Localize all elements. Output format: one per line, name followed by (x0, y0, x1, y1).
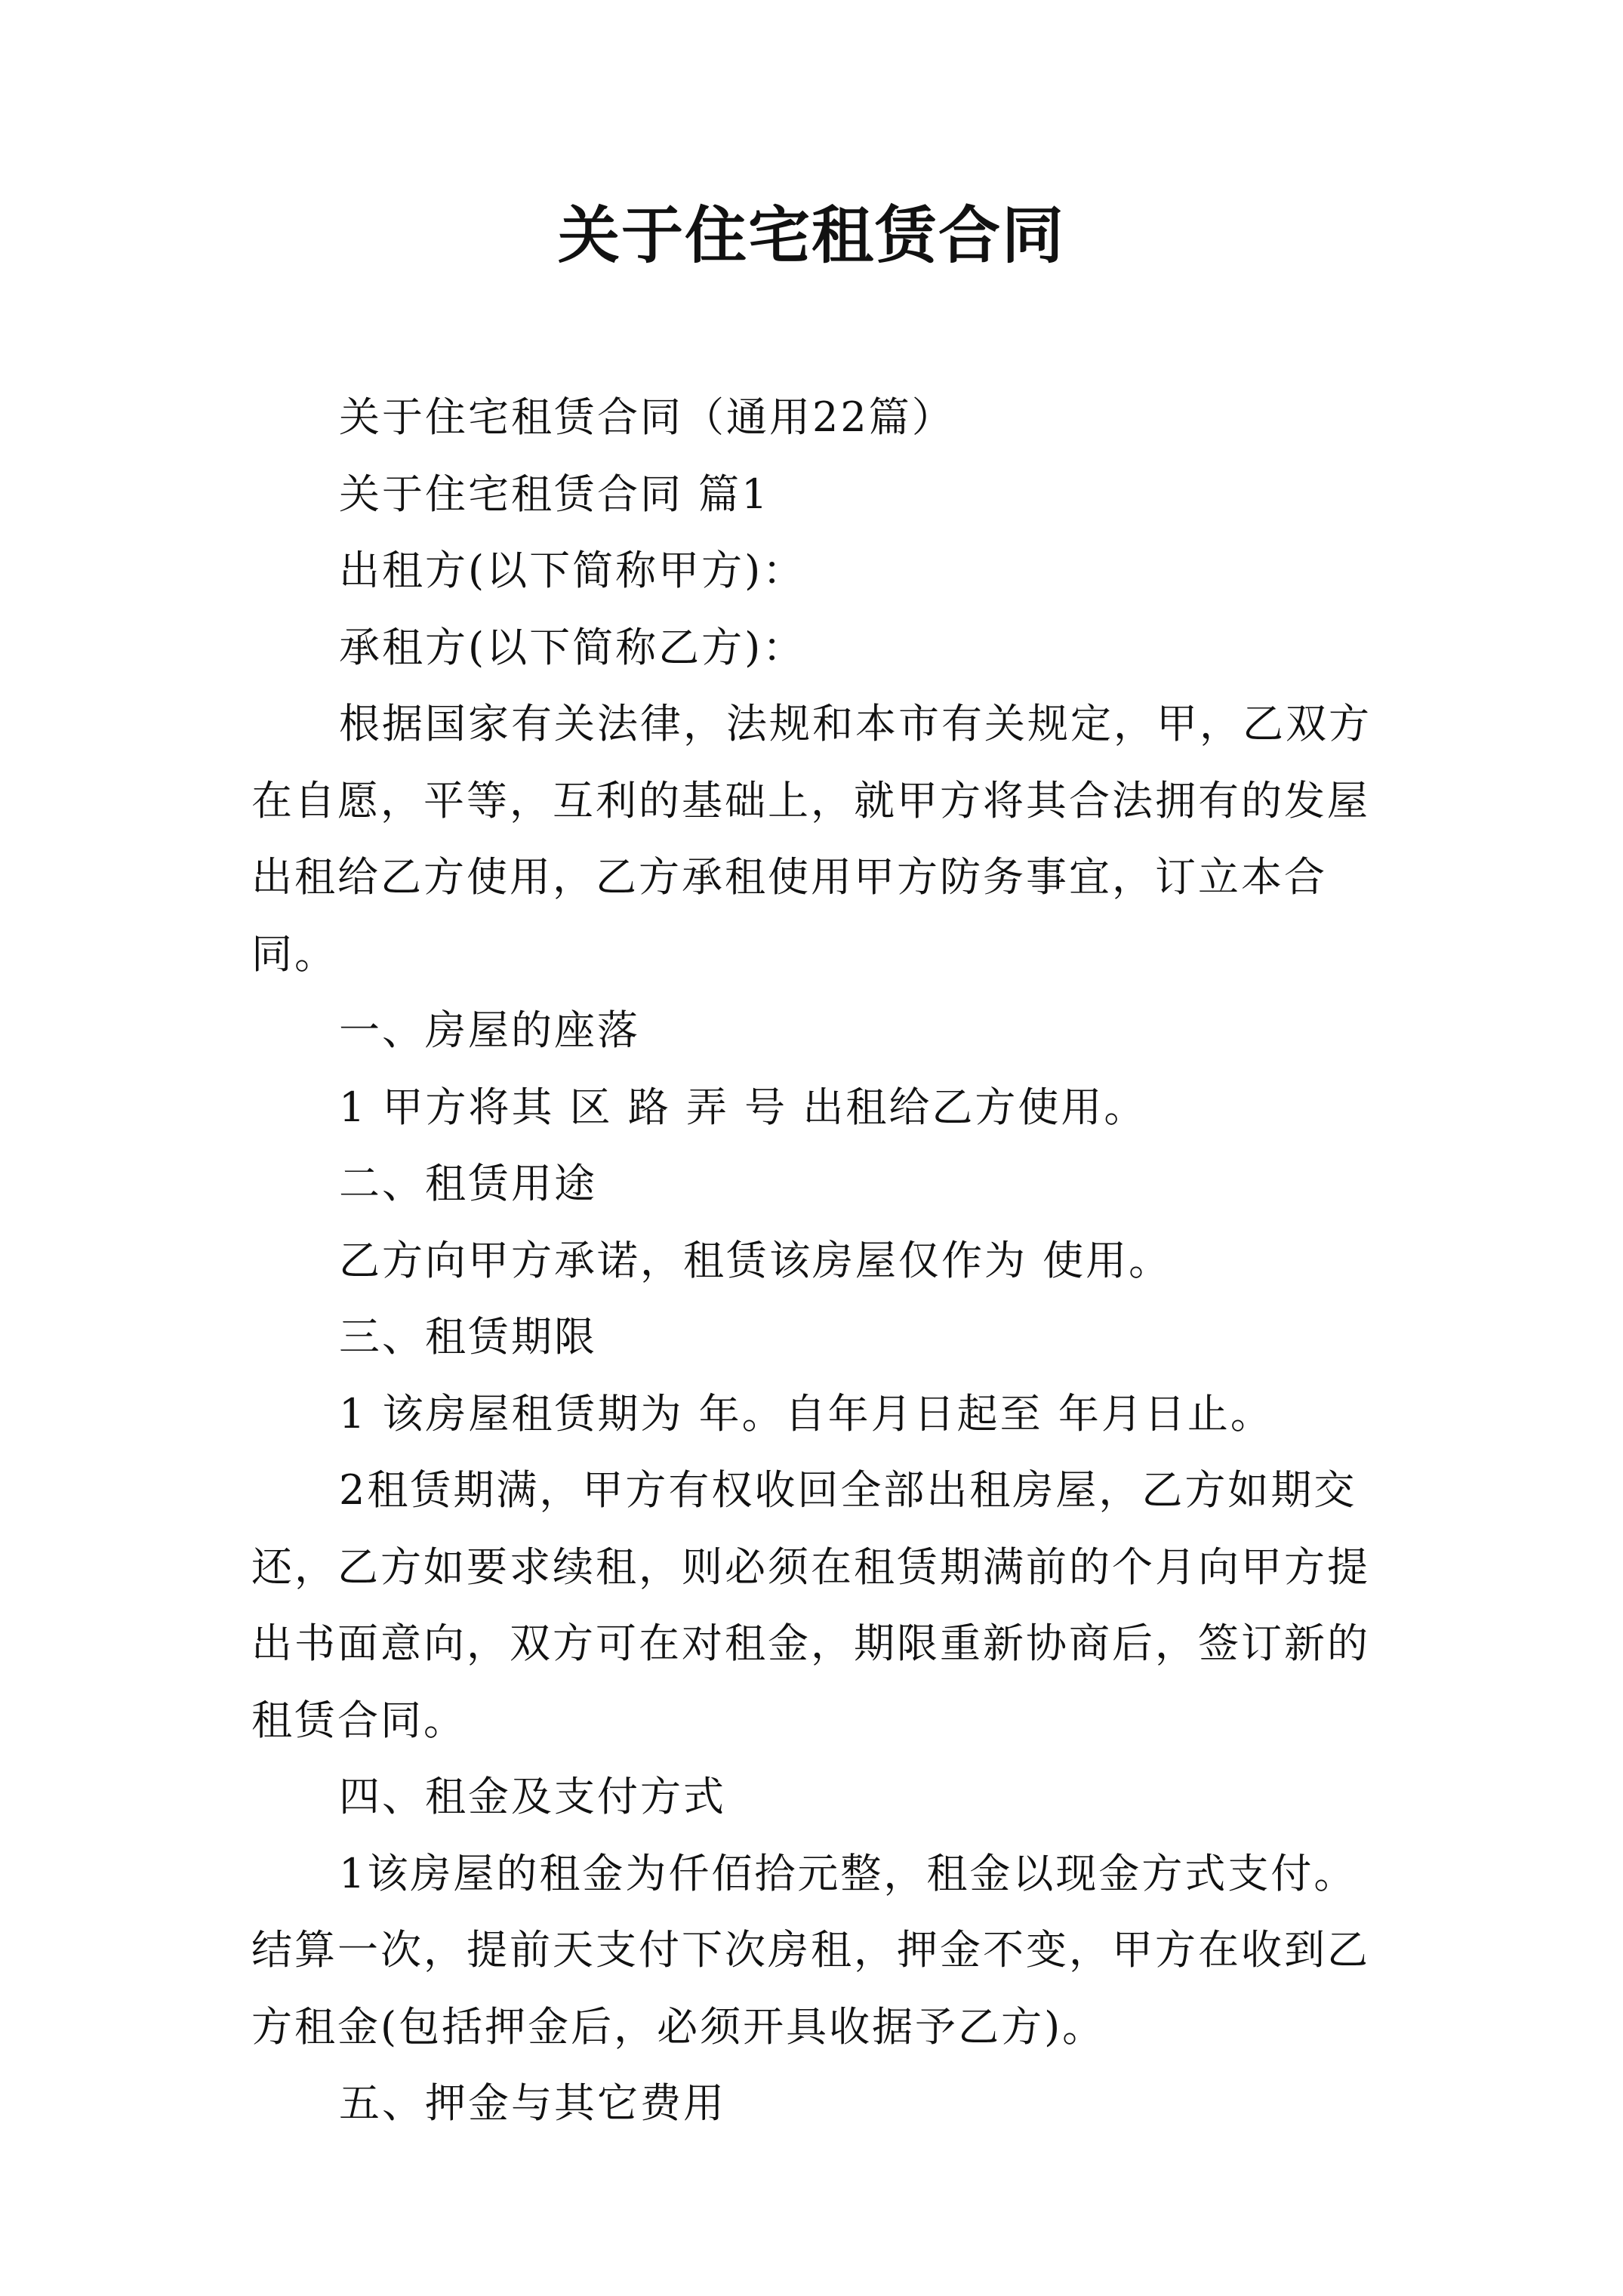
paragraph: 1 甲方将其 区 路 弄 号 出租给乙方使用。 (339, 1083, 1147, 1131)
paragraph: 乙方向甲方承诺，租赁该房屋仅作为 使用。 (339, 1236, 1172, 1284)
section-heading: 三、租赁期限 (339, 1313, 597, 1361)
paragraph: 2租赁期满，甲方有权收回全部出租房屋，乙方如期交还，乙方如要求续租，则必须在租赁期满前的个月向甲方提出书面意向，双方可在对租金，期限重新协商后，签订新的租赁合同。 (251, 1466, 1370, 1744)
paragraph: 承租方(以下简称乙方)： (339, 623, 806, 671)
document-body (251, 379, 1384, 2142)
paragraph: 1 该房屋租赁期为 年。自年月日起至 年月日止。 (339, 1389, 1273, 1438)
section-heading: 四、租金及支付方式 (339, 1773, 726, 1820)
section-heading: 五、押金与其它费用 (339, 2079, 726, 2127)
paragraph: 关于住宅租赁合同（通用22篇） (339, 393, 955, 441)
paragraph: 关于住宅租赁合同 篇1 (339, 470, 770, 518)
paragraph: 1该房屋的租金为仟佰拾元整，租金以现金方式支付。结算一次，提前天支付下次房租，押金不变，甲方在收到乙方租金(包括押金后，必须开具收据予乙方)。 (251, 1849, 1370, 2051)
section-heading: 二、租赁用途 (339, 1160, 597, 1207)
paragraph: 出租方(以下简称甲方)： (339, 547, 806, 594)
paragraph: 根据国家有关法律，法规和本市有关规定，甲，乙双方在自愿，平等，互利的基础上，就甲方将其合法拥有的发屋出租给乙方使用，乙方承租使用甲方防务事宜，订立本合同。 (251, 700, 1372, 978)
section-heading: 一、房屋的座落 (339, 1006, 640, 1054)
document-title: 关于住宅租赁合同 (557, 199, 1065, 272)
